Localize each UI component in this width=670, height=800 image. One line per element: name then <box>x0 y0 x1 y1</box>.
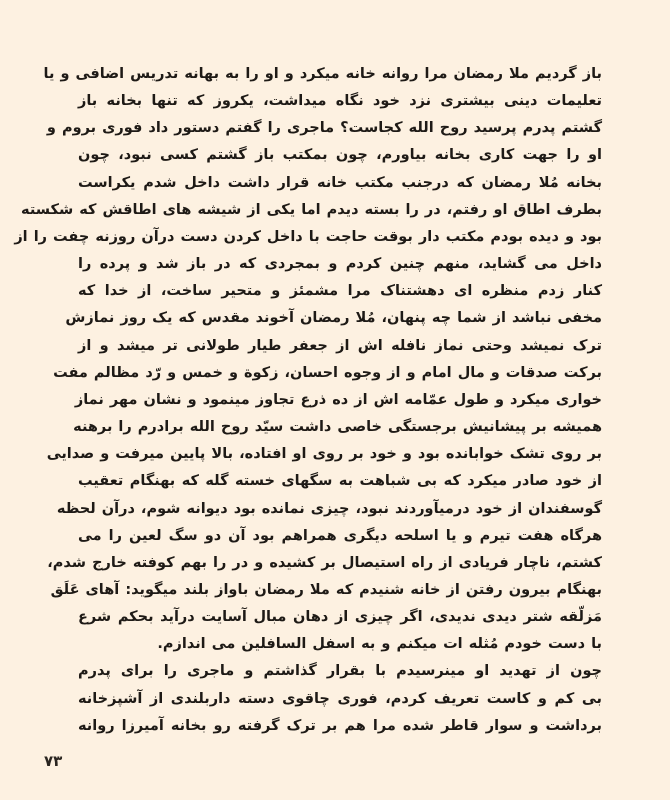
text-line: از خود صادر میکرد که بی شباهت به سگهای خسته گله که بهنگام تعقیب <box>78 473 602 490</box>
text-line: مَزلّقه شتر دیدی ندیدی، اگر چیزی از دهان مبال آسایت درآید بحکم شرع <box>78 609 602 626</box>
text-line: کنار زدم منظره ای دهشتناک مرا مشمئز و متحیر ساخت، از خدا که <box>78 283 602 300</box>
text-line: تعلیمات دینی بیشتری نزد خود نگاه میداشت، یکروز که تنها بخانه باز <box>78 93 602 110</box>
text-line: گوسفندان از خود درمیآوردند نبود، چیزی نمانده بود دیوانه شوم، درآن لحظه <box>56 500 602 517</box>
text-line: هرگاه هفت تیرم و یا اسلحه دیگری همراهم بود آن دو سگ لعین را می <box>78 527 602 544</box>
text-line: خواری میکرد و طول عمّامه اش از ده ذرع تجاوز مینمود و نشان مهر نماز <box>74 391 602 408</box>
text-line: بر روی تشک خوابانده بود و خود بر روی او افتاده، بالا پایین میرفت و صدایی <box>46 446 602 463</box>
text-line: گشتم پدرم پرسید روح الله کجاست؟ ماجری را گفتم دستور داد فوری بروم و <box>46 120 602 137</box>
text-line: چون از تهدید او مینرسیدم با بقرار گذاشتم و ماجری را برای پدرم <box>78 663 602 680</box>
text-line: برداشت و سوار قاطر شده مرا هم بر ترک گرفته رو بخانه آمیرزا روانه <box>78 717 602 734</box>
text-line: برکت صدقات و مال امام و از وجوه احسان، زکوة و خمس و رّد مظالم مفت <box>53 364 602 381</box>
text-line: داخل می گشاید، منهم چنین کردم و بمجردی که در باز شد و پرده را <box>78 256 602 273</box>
text-line: بخانه مُلا رمضان که درجنب مکتب خانه قرار داشت داخل شدم یکراست <box>78 174 602 191</box>
text-line: مخفی نباشد از شما چه پنهان، مُلا رمضان آخوند مقدس که یک روز نمازش <box>65 310 602 327</box>
text-line: کشتم، ناچار فریادی از راه استیصال بر کشیده و در را بهم کوفته خارج شدم، <box>47 554 602 571</box>
text-line: او را جهت کاری بخانه بیاورم، چون بمکتب باز گشتم کسی نبود، چون <box>78 147 602 164</box>
paragraph-1 <box>14 61 602 658</box>
text-line: با دست خودم مُثله ات میکنم و به اسفل السافلین می اندازم. <box>157 636 602 653</box>
text-line: باز گردیم ملا رمضان مرا روانه خانه میکرد و او را به بهانه تدریس اضافی و یا <box>43 66 602 82</box>
text-line: همیشه بر پیشانیش برجستگی خاصی داشت سیّد روح الله برادرم را برهنه <box>73 419 602 436</box>
text-line: بی کم و کاست تعریف کردم، فوری چاقوی دسته داربلندی از آشپزخانه <box>78 690 602 707</box>
text-line: ترک نمیشد وحتی نماز نافله اش از جعفر طیار طولانی تر میشد و از <box>78 337 602 354</box>
paragraph-2 <box>78 658 602 739</box>
text-line: بطرف اطاق او رفتم، در را بسته دیدم اما یکی از شیشه های اطاقش که شکسته <box>21 201 602 218</box>
page-number: ٧٣ <box>44 752 63 770</box>
text-line: بهنگام بیرون رفتن از خانه شنیدم که ملا رمضان باواز بلند میگوید: آهای عَلَق <box>50 581 602 598</box>
text-line: بود و دیده بودم مکتب دار بوقت حاجت با داخل کردن دست درآن روزنه چفت را از <box>14 228 602 245</box>
page-body <box>14 61 602 740</box>
